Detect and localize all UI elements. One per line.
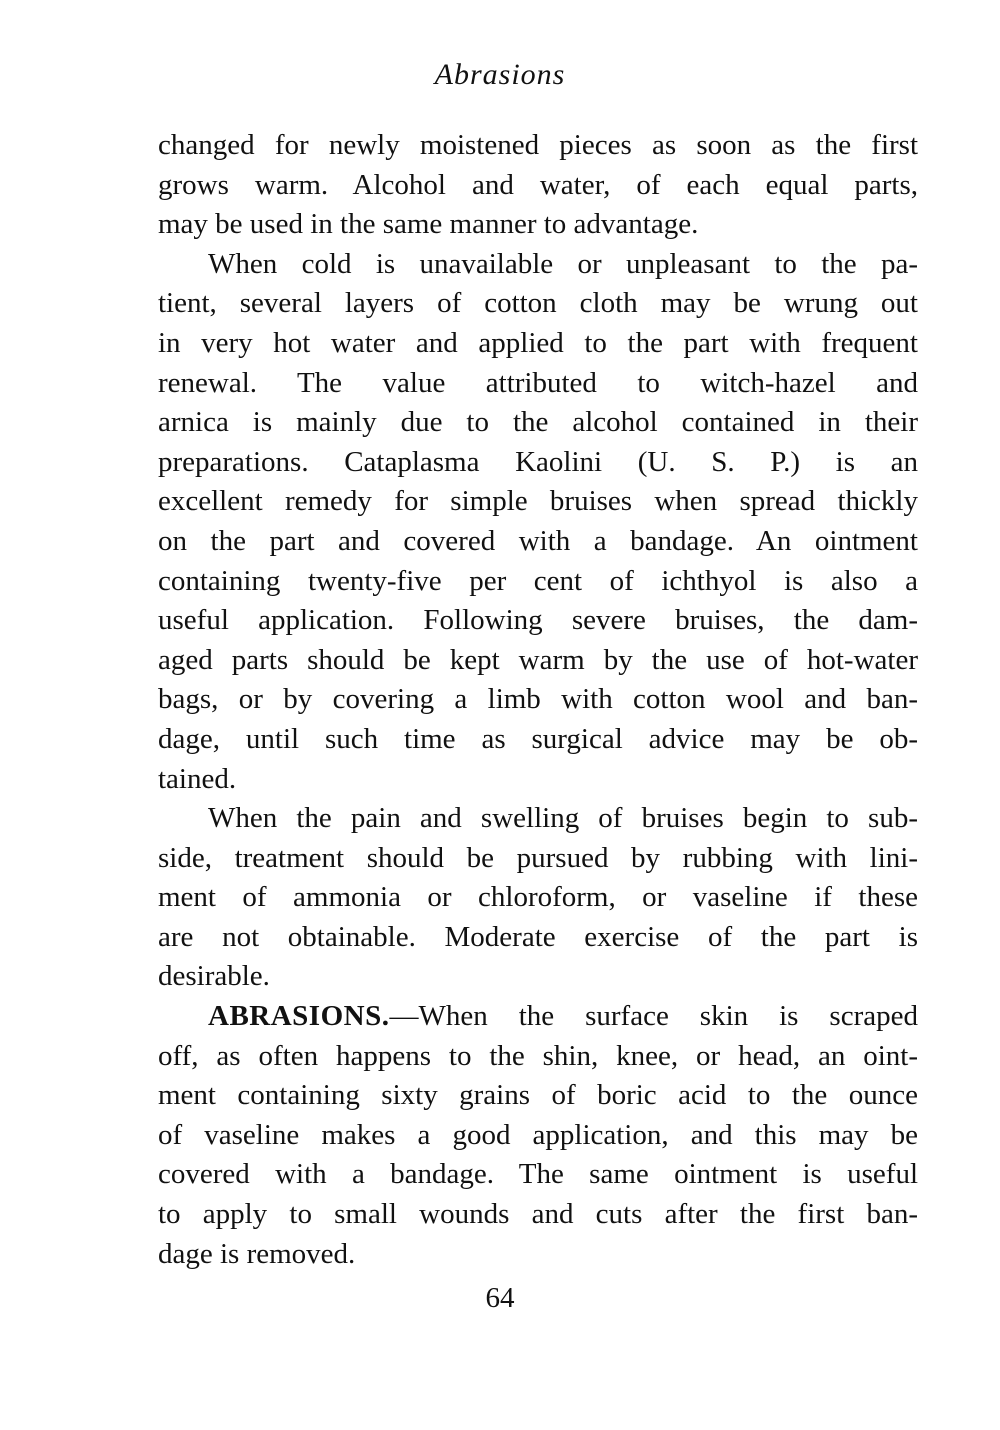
text-line: dage, until such time as surgical advice may be ob- <box>158 722 918 755</box>
running-header: Abrasions <box>434 58 566 91</box>
paragraph <box>158 126 918 245</box>
paragraph <box>158 245 918 799</box>
text-line: on the part and covered with a bandage. An ointment <box>158 524 918 557</box>
text-line: When cold is unavailable or unpleasant to the pa- <box>208 247 918 280</box>
text-line: grows warm. Alcohol and water, of each equal parts, <box>158 168 918 201</box>
text-line: ment containing sixty grains of boric acid to the ounce <box>158 1079 918 1112</box>
text-line: When the pain and swelling of bruises begin to sub- <box>208 802 918 835</box>
text-line: are not obtainable. Moderate exercise of the part is <box>158 920 918 953</box>
text-line: desirable. <box>158 960 270 993</box>
text-line: renewal. The value attributed to witch-hazel and <box>158 366 918 399</box>
text-line: excellent remedy for simple bruises when spread thickly <box>158 485 918 518</box>
text-line: containing twenty-five per cent of ichthyol is also a <box>158 564 918 597</box>
page-body <box>158 126 918 1274</box>
text-line <box>158 997 918 1037</box>
page-number: 64 <box>485 1282 515 1314</box>
text-line: ment of ammonia or chloroform, or vaseline if these <box>158 881 918 914</box>
text-line: to apply to small wounds and cuts after the first ban- <box>158 1198 918 1231</box>
text-line: preparations. Cataplasma Kaolini (U. S. P.) is an <box>158 445 918 478</box>
text-line: bags, or by covering a limb with cotton wool and ban- <box>158 683 918 716</box>
text-line: tained. <box>158 762 237 795</box>
section-heading: ABRASIONS. <box>208 1000 390 1033</box>
text-line: of vaseline makes a good application, and this may be <box>158 1118 918 1151</box>
text-line: off, as often happens to the shin, knee, or head, an oint- <box>158 1039 918 1072</box>
text-line: tient, several layers of cotton cloth may be wrung out <box>158 287 918 320</box>
paragraph <box>158 997 918 1274</box>
text-line: dage is removed. <box>158 1237 356 1270</box>
text-line: useful application. Following severe bruises, the dam- <box>158 604 918 637</box>
text-line: covered with a bandage. The same ointment is useful <box>158 1158 918 1191</box>
text-line: aged parts should be kept warm by the use of hot-water <box>158 643 918 676</box>
text-line: changed for newly moistened pieces as soon as the first <box>158 129 918 161</box>
text-line: side, treatment should be pursued by rubbing with lini- <box>158 841 918 874</box>
text-run: —When the surface skin is scraped <box>389 1000 918 1033</box>
text-line: in very hot water and applied to the part with frequent <box>158 326 918 359</box>
text-line: may be used in the same manner to advantage. <box>158 208 699 241</box>
paragraph <box>158 799 918 997</box>
text-line: arnica is mainly due to the alcohol contained in their <box>158 406 918 439</box>
